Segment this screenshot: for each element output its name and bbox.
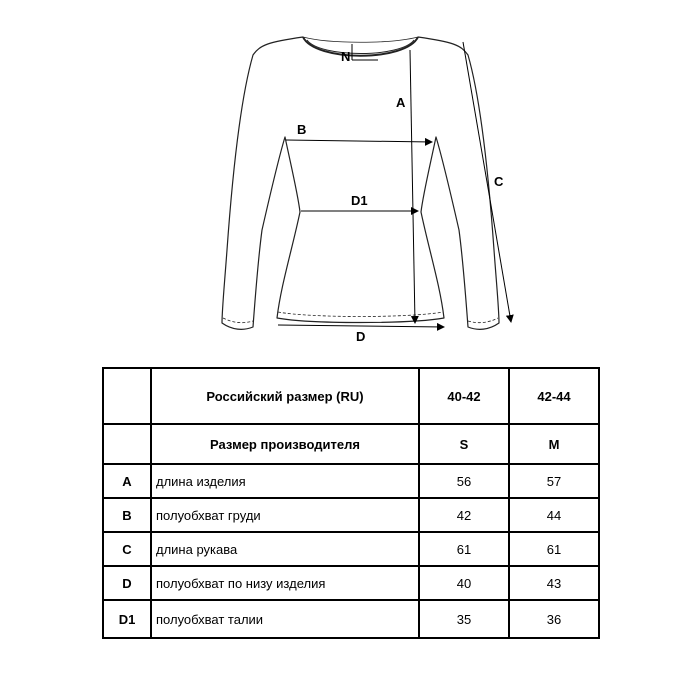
manufacturer-size-s: S [419,424,509,464]
row-code: C [103,532,151,566]
ru-size-header: Российский размер (RU) [151,368,419,424]
table-row-ru [103,368,599,424]
table-row-manufacturer [103,424,599,464]
table-row [103,464,599,498]
measurement-lines [278,42,511,327]
table-row [103,600,599,638]
empty-corner-cell [103,424,151,464]
manufacturer-size-header: Размер производителя [151,424,419,464]
length-line [410,50,415,323]
manufacturer-size-m: M [509,424,599,464]
row-value-s: 35 [419,600,509,638]
row-value-m: 44 [509,498,599,532]
label-n: N [341,49,351,64]
row-code: A [103,464,151,498]
label-c: C [494,174,504,189]
row-value-m: 43 [509,566,599,600]
longsleeve-outline [222,37,499,329]
table-row [103,498,599,532]
row-value-s: 61 [419,532,509,566]
row-description: полуобхват груди [151,498,419,532]
hem-line [278,325,444,327]
label-d: D [356,329,366,344]
row-value-s: 40 [419,566,509,600]
label-d1: D1 [351,193,368,208]
ru-size-s: 40-42 [419,368,509,424]
row-value-s: 42 [419,498,509,532]
row-description: длина изделия [151,464,419,498]
ru-size-m: 42-44 [509,368,599,424]
table-row [103,532,599,566]
row-description: длина рукава [151,532,419,566]
row-code: D1 [103,600,151,638]
empty-corner-cell [103,368,151,424]
size-table [102,367,600,639]
row-description: полуобхват по низу изделия [151,566,419,600]
chest-line [286,140,432,142]
row-value-m: 57 [509,464,599,498]
row-code: D [103,566,151,600]
row-code: B [103,498,151,532]
row-value-m: 36 [509,600,599,638]
label-b: B [297,122,307,137]
row-description: полуобхват талии [151,600,419,638]
table-row [103,566,599,600]
sleeve-line [463,42,511,322]
measurement-labels [297,49,504,344]
row-value-s: 56 [419,464,509,498]
row-value-m: 61 [509,532,599,566]
label-a: A [396,95,406,110]
